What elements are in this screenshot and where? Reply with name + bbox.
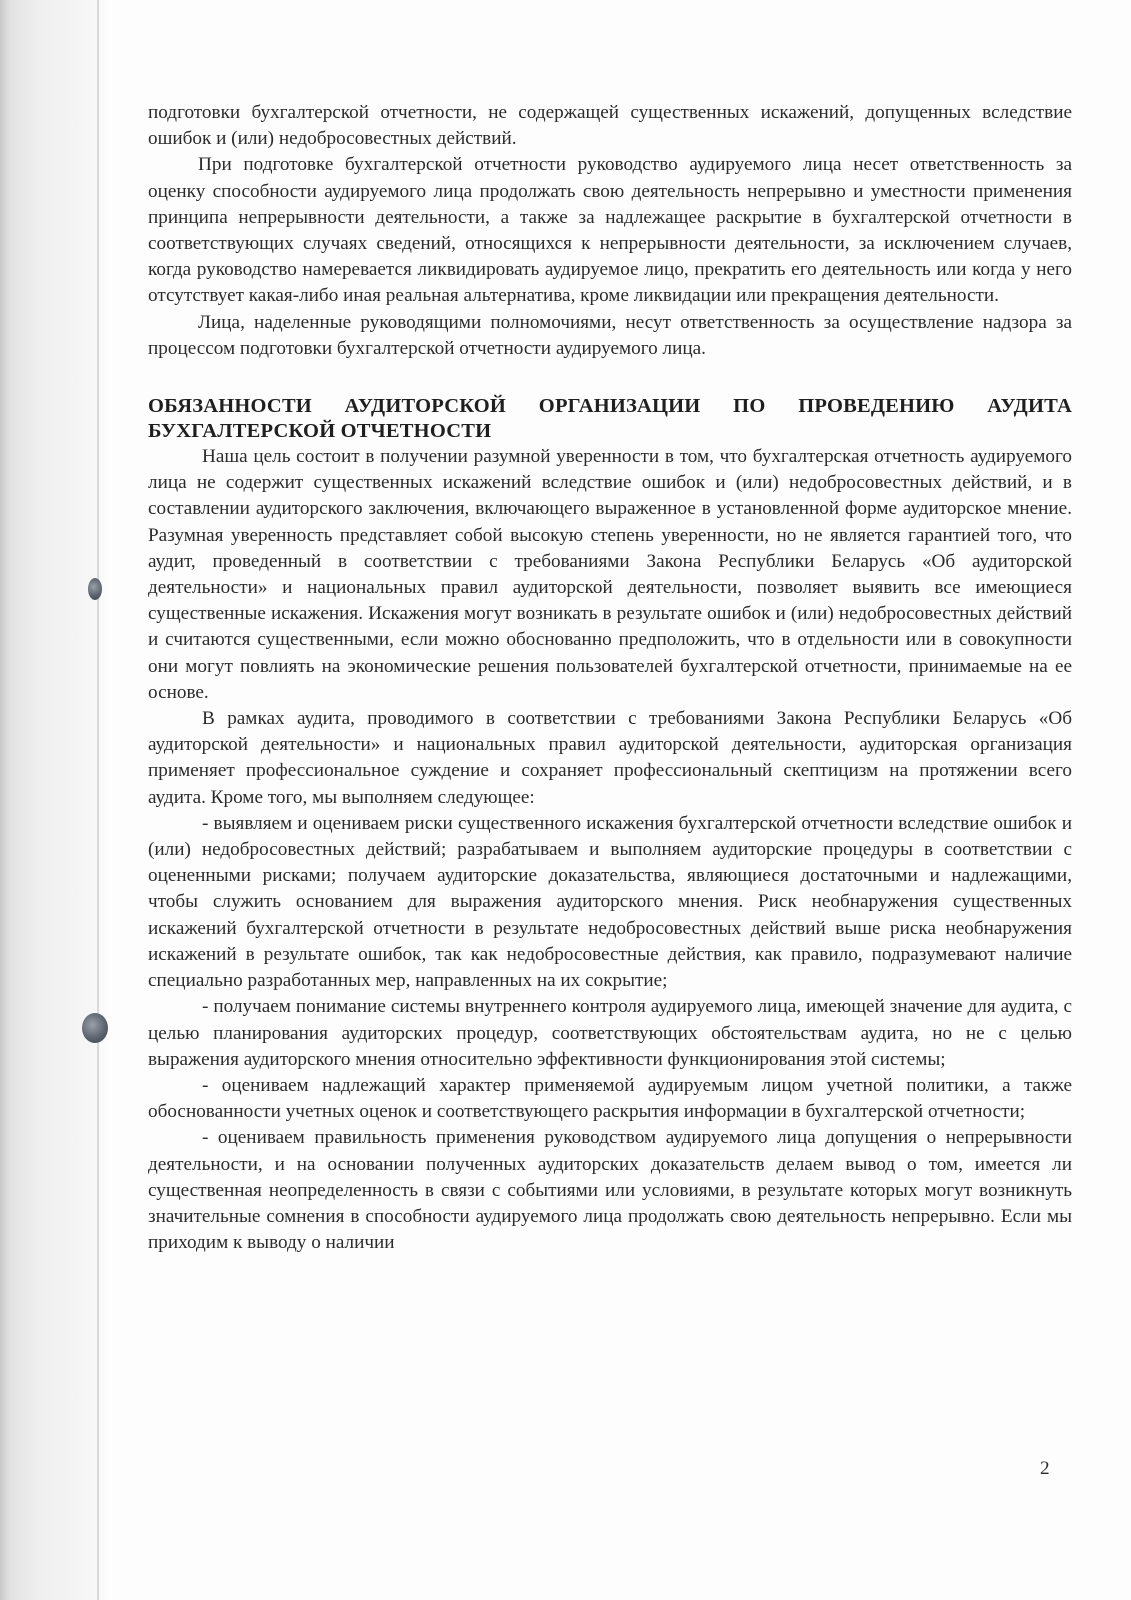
section-heading: ОБЯЗАННОСТИ АУДИТОРСКОЙ ОРГАНИЗАЦИИ ПО ПРОВЕДЕНИЮ АУДИТА БУХГАЛТЕРСКОЙ ОТЧЕТНОСТИ xyxy=(148,395,1072,443)
list-item-risk-assessment: - выявляем и оцениваем риски существенного искажения бухгалтерской отчетности вследствие ошибок и (или) недобросовестных действий; разрабатываем и выполняем аудиторские процедуры в соответствии с оцененными рисками; получаем аудиторские доказательства, являющиеся достаточными и надлежащими, чтобы служить основанием для выражения аудиторского мнения. Риск необнаружения существенных искажений бухгалтерской отчетности в результате недобросовестных действий выше риска необнаружения искажений в результате ошибок, так как недобросовестные действия, как правило, подразумевают наличие специально разработанных мер, направленных на их сокрытие; xyxy=(148,812,1072,992)
punch-hole-lower xyxy=(82,1013,108,1043)
paragraph-governance-responsibility: Лица, наделенные руководящими полномочиями, несут ответственность за осуществление надзора за процессом подготовки бухгалтерской отчетности аудируемого лица. xyxy=(148,311,1072,359)
scan-edge-shadow xyxy=(0,0,110,1600)
list-item-internal-control: - получаем понимание системы внутреннего контроля аудируемого лица, имеющей значение для аудита, с целью планирования аудиторских процедур, соответствующих обстоятельствам аудита, но не с целью выражения аудиторского мнения относительно эффективности функционирования этой системы; xyxy=(148,996,1072,1070)
scan-fold-line xyxy=(97,0,99,1600)
paragraph-continuation: подготовки бухгалтерской отчетности, не содержащей существенных искажений, допущенных вследствие ошибок и (или) недобросовестных действий. xyxy=(148,102,1072,150)
document-page xyxy=(148,100,1072,1256)
punch-hole-upper xyxy=(88,578,102,600)
list-item-going-concern: - оцениваем правильность применения руководством аудируемого лица допущения о непрерывности деятельности, и на основании полученных аудиторских доказательств делаем вывод о том, имеется ли существенная неопределенность в связи с событиями или условиями, в результате которых могут возникнуть значительные сомнения в способности аудируемого лица продолжать свою деятельность непрерывно. Если мы приходим к выводу о наличии xyxy=(148,1127,1072,1254)
page-number: 2 xyxy=(1040,1458,1050,1479)
paragraph-audit-scope: В рамках аудита, проводимого в соответствии с требованиями Закона Республики Беларусь «Об аудиторской деятельности» и национальных правил аудиторской деятельности, аудиторская организация применяет профессиональное суждение и сохраняет профессиональный скептицизм на протяжении всего аудита. Кроме того, мы выполняем следующее: xyxy=(148,708,1072,808)
list-item-accounting-policy: - оцениваем надлежащий характер применяемой аудируемым лицом учетной политики, а также обоснованности учетных оценок и соответствующего раскрытия информации в бухгалтерской отчетности; xyxy=(148,1074,1072,1123)
paragraph-management-responsibility: При подготовке бухгалтерской отчетности руководство аудируемого лица несет ответственность за оценку способности аудируемого лица продолжать свою деятельность непрерывно и уместности применения принципа непрерывности деятельности, а также за надлежащее раскрытие в бухгалтерской отчетности в соответствующих случаях сведений, относящихся к непрерывности деятельности, за исключением случаев, когда руководство намеревается ликвидировать аудируемое лицо, прекратить его деятельность или когда у него отсутствует какая-либо иная реальная альтернатива, кроме ликвидации или прекращения деятельности. xyxy=(148,154,1072,307)
paragraph-audit-objective: Наша цель состоит в получении разумной уверенности в том, что бухгалтерская отчетность аудируемого лица не содержит существенных искажений вследствие ошибок и (или) недобросовестных действий, и в составлении аудиторского заключения, включающего выраженное в установленной форме аудиторское мнение. Разумная уверенность представляет собой высокую степень уверенности, но не является гарантией того, что аудит, проведенный в соответствии с требованиями Закона Республики Беларусь «Об аудиторской деятельности» и национальных правил аудиторской деятельности, позволяет выявить все имеющиеся существенные искажения. Искажения могут возникать в результате ошибок и (или) недобросовестных действий и считаются существенными, если можно обоснованно предположить, что в отдельности или в совокупности они могут повлиять на экономические решения пользователей бухгалтерской отчетности, принимаемые на ее основе. xyxy=(148,446,1072,703)
